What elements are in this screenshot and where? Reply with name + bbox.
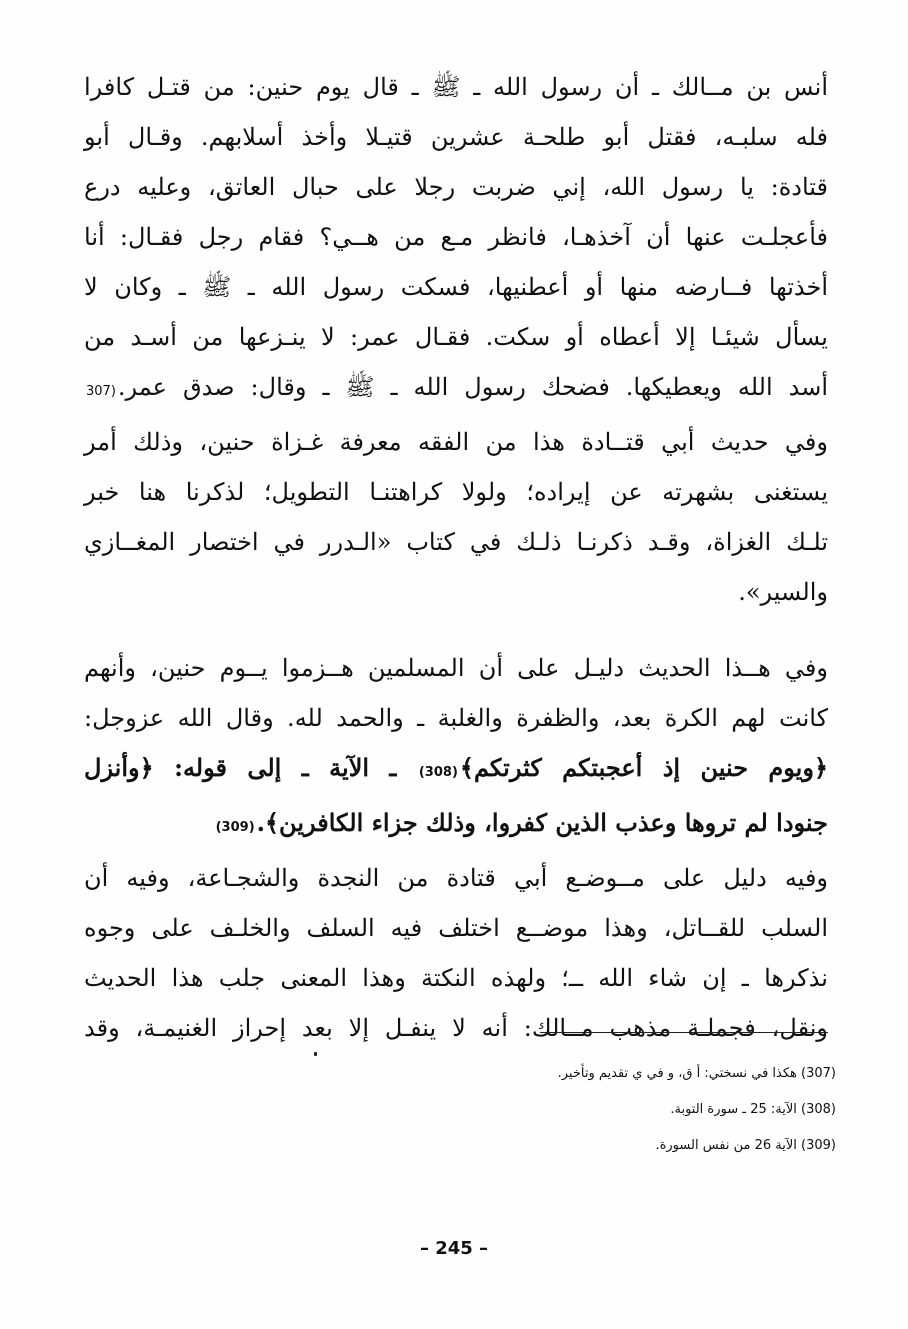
paragraph-2 [84,417,828,617]
footnote-ref-307: (307 [86,384,116,399]
paragraph-1 [84,62,828,417]
text-segment: ـ الآية ـ إلى قوله: [174,753,397,782]
text-line: كانت لهم الكرة بعد، والظفرة والغلبة ـ والحمد لله. وقال الله عزوجل: [84,704,828,732]
text-line: وفيه دليل على مــوضـع أبي قتادة من النجدة والشجـاعة، وفيه أن [84,864,828,892]
paragraph-4 [84,853,828,1053]
paragraph-3 [84,643,828,853]
footnote-307: (307) هكذا في نسختي: أ ق، و في ي تقديم وتأخير. [557,1066,836,1081]
text-line: يسأل شيئـا إلا أعطاه أو سكت. فقـال عمر: لا ينـزعها من أسـد من [84,323,828,351]
text-line: يستغنى بشهرته عن إيراده؛ ولولا كراهتنـا التطويل؛ لذكرنا هنا خبر [84,478,828,506]
quran-verse-line [84,798,828,853]
footnote-308: (308) الآية: 25 ـ سورة التوبة. [670,1102,836,1117]
text-line: وفي حديث أبي قتــادة هذا من الفقه معرفة غـزاة حنين، وذلك أمر [84,428,828,456]
text-line: فأعجلـت عنها أن آخذهـا، فانظر مـع من هــي؟ فقام رجل فقـال: أنا [84,223,828,251]
page-number: – 245 – [419,1238,489,1259]
main-text [84,62,828,1053]
footnote-ref-308: (308) [418,765,458,780]
ink-speck [314,1052,317,1056]
text-line: ونقل، فجملـة مذهب مــالك: أنه لا ينفـل إلا بعد إحراز الغنيمـة، وقد [84,1014,828,1042]
text-line: وفي هــذا الحديث دليـل على أن المسلمين هــزموا يــوم حنين، وأنهم [84,654,828,682]
quran-verse-segment: جنودا لم تروها وعذب الذين كفروا، وذلك جزاء الكافرين﴾. [256,808,828,837]
text-line: قتادة: يا رسول الله، إني ضربت رجلا على حبال العاتق، وعليه درع [84,173,828,201]
text-line: السلب للقــاتل، وهذا موضــع اختلف فيه السلف والخلـف على وجوه [84,914,828,942]
text-line: أنس بن مــالك ـ أن رسول الله ـ ﷺ ـ قال يوم حنين: من قتـل كافرا [84,73,828,101]
footnote-309: (309) الآية 26 من نفس السورة. [655,1138,836,1153]
footnote-divider [540,1032,828,1033]
text-line-with-ref [84,362,828,417]
text-line: فله سلبـه، فقتل أبو طلحـة عشرين قتيـلا وأخذ أسلابهم. وقـال أبو [84,123,828,151]
text-line: نذكرها ـ إن شاء الله ــ؛ ولهذه النكتة وهذا المعنى جلب هذا الحديث [84,964,828,992]
text-line: أخذتها فــارضه منها أو أعطنيها، فسكت رسول الله ـ ﷺ ـ وكان لا [84,273,828,301]
quran-verse-segment: ﴿ويوم حنين إذ أعجبتكم كثرتكم﴾ [459,753,829,782]
footnote-ref-309: (309) [215,820,255,835]
footnotes [436,1056,836,1164]
quran-verse-line [84,743,828,798]
quran-verse-segment: ﴿وأنزل [84,753,154,782]
text-segment: أسد الله ويعطيكها. فضحك رسول الله ـ ﷺ ـ وقال: صدق عمر. [117,373,828,401]
text-line: تلـك الغزاة، وقـد ذكرنـا ذلـك في كتاب «الـدرر في اختصار المغــازي [84,528,828,556]
text-line: والسير». [738,578,828,606]
